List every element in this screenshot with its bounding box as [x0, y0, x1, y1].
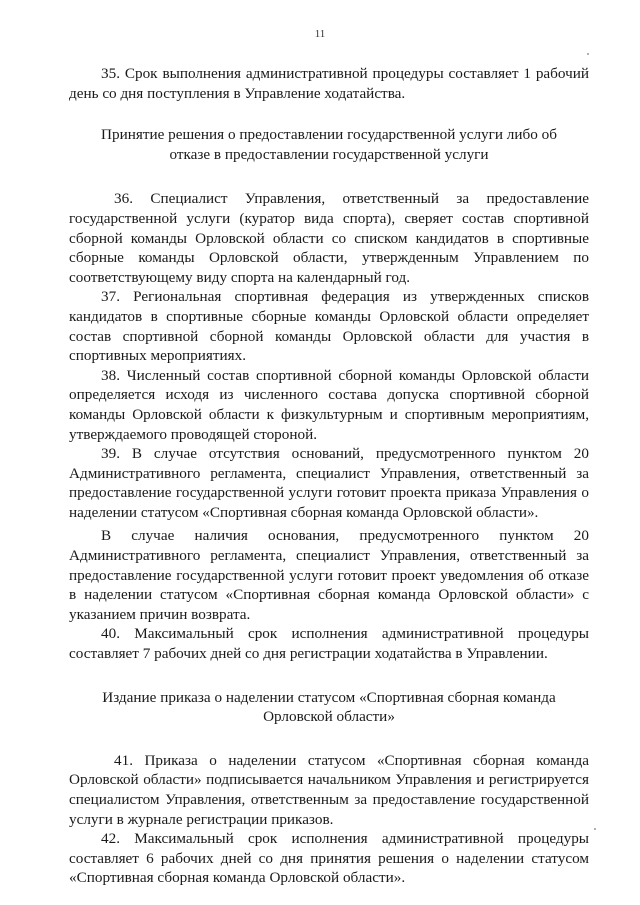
scan-speck: [594, 828, 596, 830]
paragraph-37: 37. Региональная спортивная федерация из утвержденных списков кандидатов в спортивные сборные команды Орловской области определяет состав спортивной сборной команды Орловской области для участия в спортивных мероприятиях.: [69, 288, 589, 365]
paragraph-41: 41. Приказа о наделении статусом «Спортивная сборная команда Орловской области» подписывается начальником Управления и регистрируется специалистом Управления, ответственным за предоставление государственной услуги в журнале регистрации приказов.: [69, 751, 589, 828]
section-heading-order: Издание приказа о наделении статусом «Спортивная сборная команда Орловской области»: [102, 688, 556, 726]
paragraph-38: 38. Численный состав спортивной сборной команды Орловской области определяется исходя из численного состава допуска спортивной сборной команды Орловской области к физкультурным и спортивным мероприятиям, утверждаемого проводящей стороной.: [69, 366, 589, 443]
paragraph-35: 35. Срок выполнения административной процедуры составляет 1 рабочий день со дня поступления в Управление ходатайства.: [69, 65, 589, 102]
paragraph-39-continued: В случае наличия основания, предусмотренного пунктом 20 Административного регламента, специалист Управления, ответственный за предоставление государственной услуги готовит проект уведомления об отказе в наделении статусом «Спортивная сборная команда Орловской области» с указанием причин возврата.: [69, 527, 589, 623]
paragraph-42: 42. Максимальный срок исполнения административной процедуры составляет 6 рабочих дней со дня принятия решения о наделении статусом «Спортивная сборная команда Орловской области».: [69, 830, 589, 887]
paragraph-40: 40. Максимальный срок исполнения административной процедуры составляет 7 рабочих дней со дня регистрации ходатайства в Управлении.: [69, 625, 589, 663]
page-number: 11: [314, 28, 326, 40]
paragraph-39: 39. В случае отсутствия оснований, предусмотренного пунктом 20 Административного регламента, специалист Управления, ответственный за предоставление государственной услуги готовит проекта приказа Управления о наделении статусом «Спортивная сборная команда Орловской области».: [69, 445, 589, 521]
paragraph-36: 36. Специалист Управления, ответственный за предоставление государственной услуги (куратор вида спорта), сверяет состав спортивной сборной команды Орловской области со списком кандидатов в спортивные сборные команды Орловской области, утвержденным Управлением по соответствующему виду спорта на календарный год.: [69, 190, 589, 286]
document-body: [69, 64, 589, 888]
scan-speck: [587, 53, 589, 55]
section-heading-decision: Принятие решения о предоставлении государственной услуги либо об отказе в предоставлении государственной услуги: [101, 126, 557, 163]
